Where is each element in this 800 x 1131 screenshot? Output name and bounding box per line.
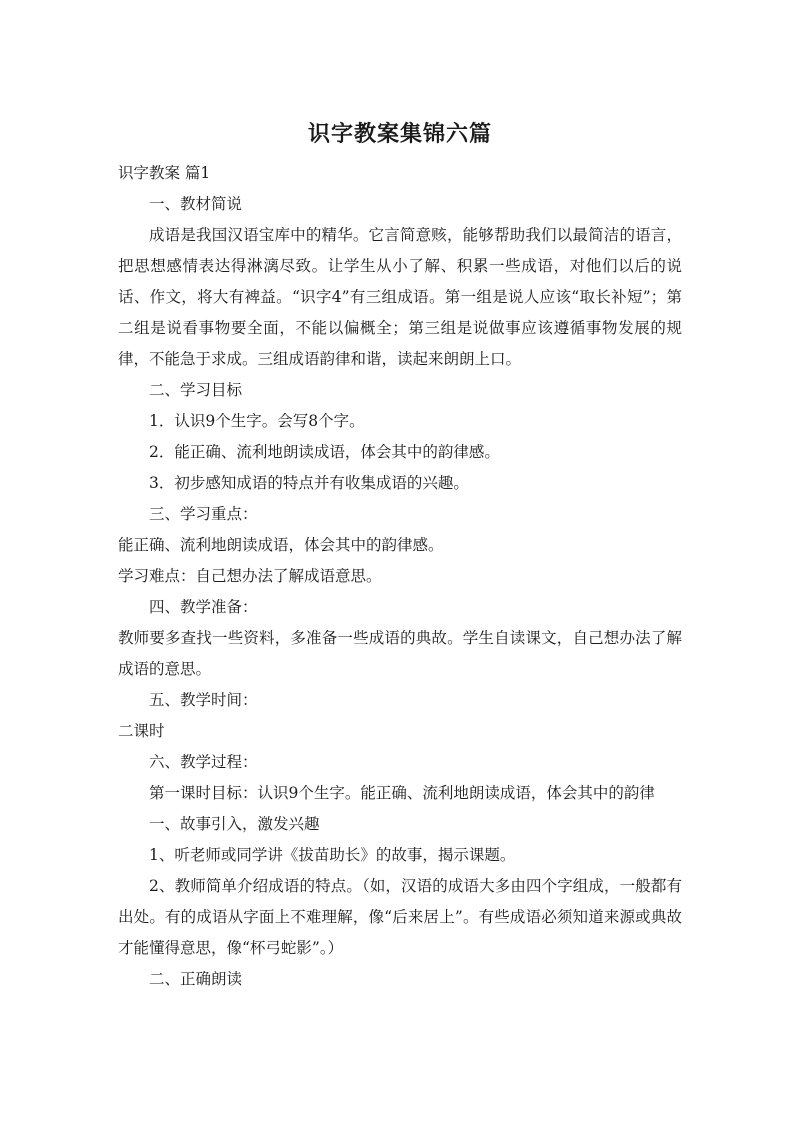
paragraph: 2、教师简单介绍成语的特点。（如，汉语的成语大多由四个字组成，一般都有出处。有的成语从字面上不难理解，像“后来居上”。有些成语必须知道来源或典故才能懂得意思，像“杯弓蛇影”。） — [118, 877, 682, 957]
paragraph: 3．初步感知成语的特点并有收集成语的兴趣。 — [149, 474, 469, 492]
paragraph: 第一课时目标：认识9个生字。能正确、流利地朗读成语，体会其中的韵律 — [149, 784, 655, 802]
paragraph: 二、学习目标 — [149, 381, 243, 399]
paragraph: 二、正确朗读 — [149, 970, 243, 988]
paragraph: 2．能正确、流利地朗读成语，体会其中的韵律感。 — [149, 443, 500, 461]
paragraph: 1．认识9个生字。会写8个字。 — [149, 412, 365, 430]
paragraph: 一、教材简说 — [149, 195, 243, 213]
paragraph: 四、教学准备： — [149, 598, 258, 616]
paragraph: 学习难点：自己想办法了解成语意思。 — [118, 567, 382, 585]
paragraph: 一、故事引入，激发兴趣 — [149, 815, 320, 833]
paragraph: 能正确、流利地朗读成语，体会其中的韵律感。 — [118, 536, 444, 554]
paragraph: 1、听老师或同学讲《拔苗助长》的故事，揭示课题。 — [149, 846, 516, 864]
paragraph: 教师要多查找一些资料，多准备一些成语的典故。学生自读课文，自己想办法了解成语的意思。 — [118, 629, 682, 678]
section-heading: 识字教案 篇1 — [118, 164, 211, 182]
document-title: 识字教案集锦六篇 — [307, 122, 492, 147]
paragraph: 五、教学时间： — [149, 691, 258, 709]
paragraph: 成语是我国汉语宝库中的精华。它言简意赅，能够帮助我们以最简洁的语言，把思想感情表达得淋漓尽致。让学生从小了解、积累一些成语，对他们以后的说话、作文，将大有裨益。“识字4”有三组成语。第一组是说人应该“取长补短”；第二组是说看事物要全面，不能以偏概全；第三组是说做事应该遵循事物发展的规律，不能急于求成。三组成语韵律和谐，读起来朗朗上口。 — [118, 226, 682, 368]
paragraph: 三、学习重点： — [149, 505, 258, 523]
paragraph: 六、教学过程： — [149, 753, 258, 771]
paragraph: 二课时 — [118, 722, 165, 740]
document-body — [118, 158, 682, 995]
